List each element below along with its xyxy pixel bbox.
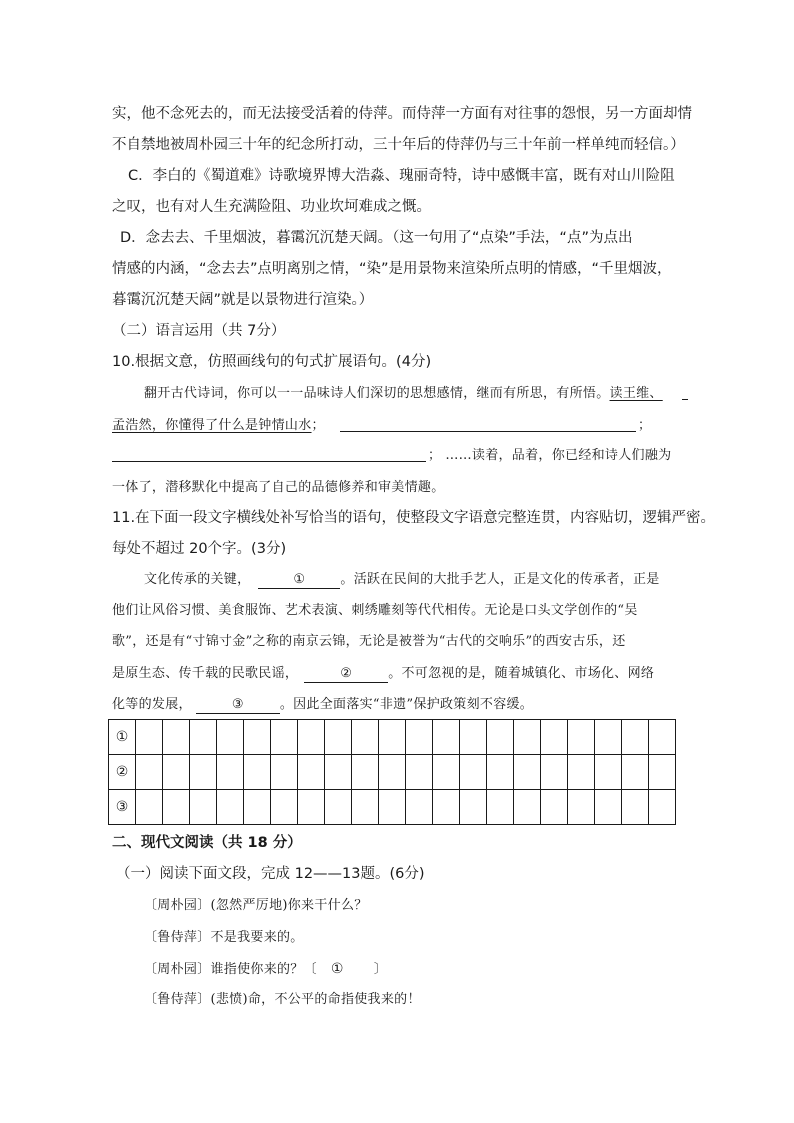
paragraph-line: 不自禁地被周朴园三十年的纪念所打动，三十年后的侍萍仍与三十年前一样单纯而轻信。） [112,137,685,153]
answer-cell[interactable] [487,790,514,825]
option-d-line: D．念去去、千里烟波，暮霭沉沉楚天阔。（这一句用了“点染”手法，“点”为点出 [120,230,633,246]
section-heading-language-use: （二）语言运用（共 7分） [112,323,286,339]
answer-cell[interactable] [568,790,595,825]
question-11-passage-line [112,664,654,684]
answer-cell[interactable] [406,790,433,825]
answer-cell[interactable] [163,790,190,825]
passage-text: 化等的发展， [112,697,192,712]
question-11-passage-line [144,570,660,590]
answer-cell[interactable] [595,755,622,790]
question-11-passage-line: 歌”，还是有“寸锦寸金”之称的南京云锦，无论是被誉为“古代的交响乐”的西安古乐，还 [112,634,626,649]
answer-cell[interactable] [379,790,406,825]
passage-text: 。活跃在民间的大批手艺人，正是文化的传承者，正是 [340,572,660,587]
passage-text: 文化传承的关键， [144,572,251,587]
answer-cell[interactable] [325,720,352,755]
answer-cell[interactable] [514,790,541,825]
answer-cell[interactable] [487,720,514,755]
passage-text: 。不可忽视的是，随着城镇化、市场化、网络 [388,666,655,681]
fill-blank-1[interactable]: ① [258,572,340,589]
answer-cell[interactable] [352,790,379,825]
question-11-title: 每处不超过 20个字。(3分) [112,541,287,557]
answer-cell[interactable] [433,755,460,790]
annotation-blank-1[interactable]: ① [330,961,344,977]
answer-cell[interactable] [406,755,433,790]
answer-cell[interactable] [649,720,676,755]
answer-cell[interactable] [541,790,568,825]
answer-cell[interactable] [568,720,595,755]
answer-cell[interactable] [622,755,649,790]
answer-grid-row [109,720,676,755]
answer-cell[interactable] [460,720,487,755]
question-10-title: 10.根据文意，仿照画线句的句式扩展语句。(4分) [112,354,432,370]
passage-text: ……读着，品着，你已经和诗人们融为 [445,448,672,463]
paragraph-line: 情感的内涵，“念去去”点明离别之情，“染”是用景物来渲染所点明的情感，“千里烟波， [112,261,672,277]
answer-grid-row [109,790,676,825]
answer-cell[interactable] [217,755,244,790]
dialogue-line: 〔鲁侍萍〕(悲愤)命，不公平的命指使我来的！ [144,992,421,1007]
answer-cell[interactable] [379,720,406,755]
answer-grid-row [109,755,676,790]
answer-cell[interactable] [298,720,325,755]
answer-cell[interactable] [325,790,352,825]
fill-blank-3[interactable]: ③ [196,697,280,714]
answer-cell[interactable] [271,755,298,790]
row-label: ② [109,755,136,790]
answer-cell[interactable] [217,790,244,825]
paragraph-line: 实，他不念死去的，而无法接受活着的侍萍。而侍萍一方面有对往事的怨恨，另一方面却情 [112,106,692,122]
answer-cell[interactable] [514,720,541,755]
answer-cell[interactable] [136,790,163,825]
paragraph-line: 暮霭沉沉楚天阔”就是以景物进行渲染。） [112,292,374,308]
answer-cell[interactable] [271,790,298,825]
answer-cell[interactable] [379,755,406,790]
answer-grid [108,719,676,825]
underlined-model-sentence: 孟浩然，你懂得了什么是钟情山水 [112,418,312,433]
answer-cell[interactable] [622,790,649,825]
answer-blank-1[interactable] [340,431,636,432]
answer-cell[interactable] [190,755,217,790]
fill-blank-2[interactable]: ② [304,666,388,683]
answer-cell[interactable] [298,790,325,825]
dialogue-line [144,959,387,980]
answer-cell[interactable] [406,720,433,755]
answer-cell[interactable] [352,720,379,755]
underline-continuation [682,399,688,400]
answer-cell[interactable] [190,790,217,825]
answer-cell[interactable] [595,790,622,825]
answer-cell[interactable] [244,720,271,755]
punctuation: ； [638,418,652,433]
question-12-title: （一）阅读下面文段，完成 12——13题。(6分) [116,866,425,882]
row-label: ③ [109,790,136,825]
question-10-passage-line [112,416,325,436]
answer-cell[interactable] [487,755,514,790]
answer-cell[interactable] [271,720,298,755]
answer-cell[interactable] [325,755,352,790]
answer-blank-2[interactable] [112,461,426,462]
passage-text: 翻开古代诗词，你可以一一品味诗人们深切的思想感情，继而有所思，有所悟。 [144,386,610,401]
row-label: ① [109,720,136,755]
answer-cell[interactable] [298,755,325,790]
answer-cell[interactable] [190,720,217,755]
answer-cell[interactable] [136,720,163,755]
dialogue-text: 〕 [373,962,388,977]
punctuation: ； [428,448,442,463]
answer-cell[interactable] [136,755,163,790]
question-11-passage-line: 他们让风俗习惯、美食服饰、艺术表演、刺绣雕刻等代代相传。无论是口头文学创作的“吴 [112,603,638,618]
answer-cell[interactable] [460,790,487,825]
question-10-passage-line [428,446,671,466]
answer-cell[interactable] [244,790,271,825]
question-11-passage-line [112,695,533,715]
answer-cell[interactable] [433,790,460,825]
dialogue-line: 〔周朴园〕(忽然严厉地)你来干什么？ [144,898,368,913]
answer-cell[interactable] [163,720,190,755]
answer-cell[interactable] [595,720,622,755]
answer-cell[interactable] [649,790,676,825]
question-11-title: 11.在下面一段文字横线处补写恰当的语句，使整段文字语意完整连贯，内容贴切，逻辑严密。 [112,510,716,526]
dialogue-text: 〔周朴园〕谁指使你来的？〔 [144,962,317,977]
answer-cell[interactable] [541,720,568,755]
answer-cell[interactable] [217,720,244,755]
answer-cell[interactable] [514,755,541,790]
passage-text: 是原生态、传千载的民歌民谣， [112,666,299,681]
passage-text: 。因此全面落实“非遗”保护政策刻不容缓。 [279,697,534,712]
question-10-passage-line: 一体了，潜移默化中提高了自己的品德修养和审美情趣。 [112,480,445,495]
answer-cell[interactable] [622,720,649,755]
dialogue-line: 〔鲁侍萍〕不是我要来的。 [144,930,304,945]
answer-cell[interactable] [163,755,190,790]
answer-cell[interactable] [433,720,460,755]
answer-cell[interactable] [541,755,568,790]
punctuation: ； [311,418,325,433]
option-c-line: C．李白的《蜀道难》诗歌境界博大浩淼、瑰丽奇特，诗中感慨丰富，既有对山川险阻 [128,168,675,184]
answer-cell[interactable] [460,755,487,790]
answer-cell[interactable] [352,755,379,790]
underlined-model-sentence: 读王维、 [609,386,663,401]
answer-cell[interactable] [649,755,676,790]
answer-cell[interactable] [568,755,595,790]
paragraph-line: 之叹，也有对人生充满险阻、功业坎坷难成之慨。 [112,199,431,215]
question-10-passage-line [144,384,663,404]
section-heading-modern-reading: 二、现代文阅读（共 18 分） [112,835,302,851]
answer-cell[interactable] [244,755,271,790]
